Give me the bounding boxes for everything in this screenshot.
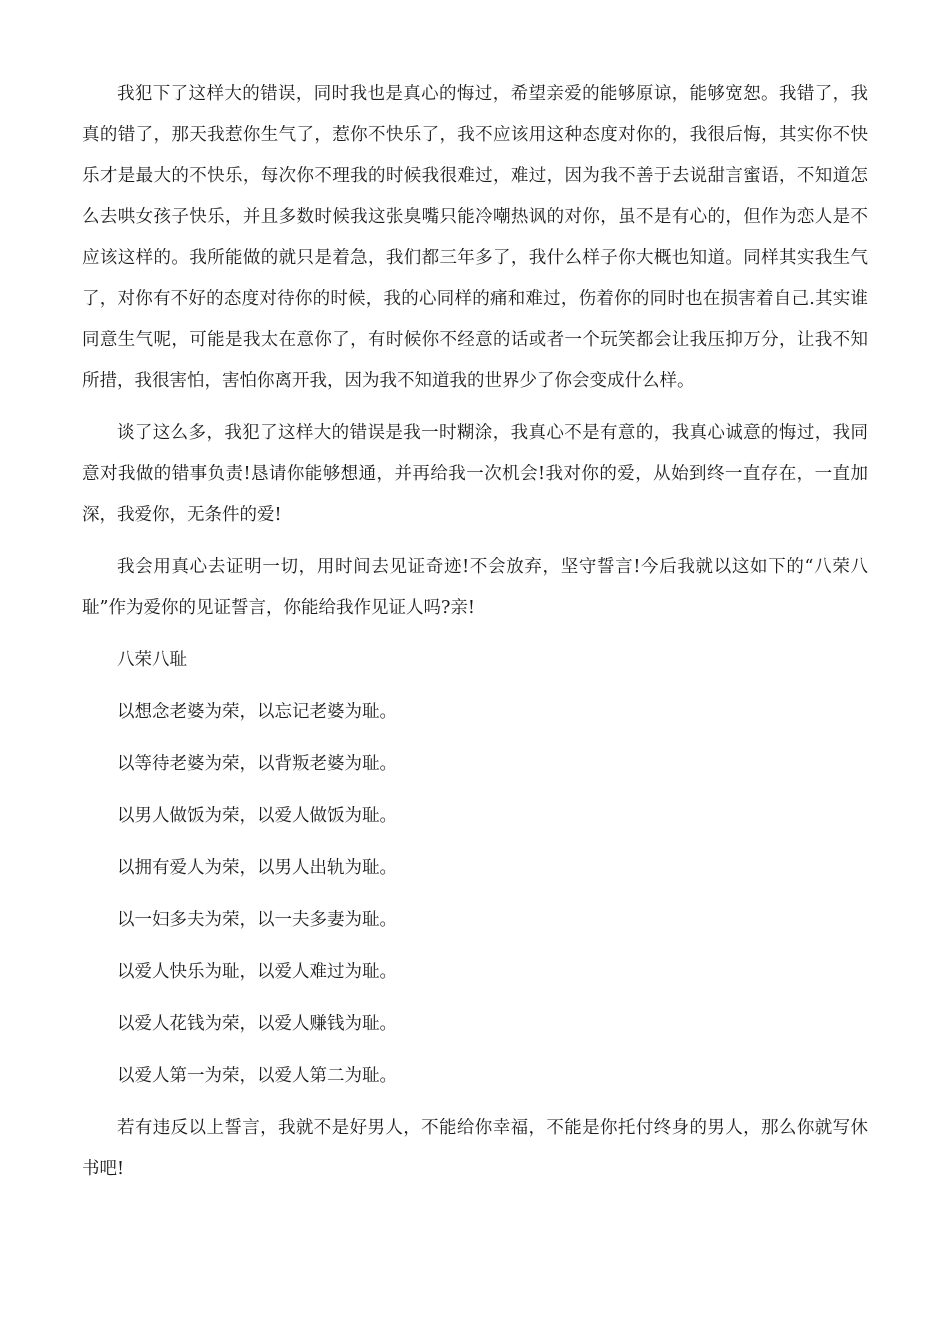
vow-item: 以爱人花钱为荣，以爱人赚钱为耻。	[117, 1014, 397, 1034]
paragraph-closing: 若有违反以上誓言，我就不是好男人，不能给你幸福，不能是你托付终身的男人，那么你就写休书吧!	[82, 1118, 868, 1179]
vow-item: 以男人做饭为荣，以爱人做饭为耻。	[117, 806, 397, 826]
paragraph-apology: 我犯下了这样大的错误，同时我也是真心的悔过，希望亲爱的能够原谅，能够宽恕。我错了，我真的错了，那天我惹你生气了，惹你不快乐了，我不应该用这种态度对你的，我很后悔，其实你不快乐才是最大的不快乐，每次你不理我的时候我很难过，难过，因为我不善于去说甜言蜜语，不知道怎么去哄女孩子快乐，并且多数时候我这张臭嘴只能冷嘲热讽的对你，虽不是有心的，但作为恋人是不应该这样的。我所能做的就只是着急，我们都三年多了，我什么样子你大概也知道。同样其实我生气了，对你有不好的态度对待你的时候，我的心同样的痛和难过，伤着你的同时也在损害着自己.其实谁同意生气呢，可能是我太在意你了，有时候你不经意的话或者一个玩笑都会让我压抑万分，让我不知所措，我很害怕，害怕你离开我，因为我不知道我的世界少了你会变成什么样。	[82, 84, 868, 391]
vow-item: 以一妇多夫为荣，以一夫多妻为耻。	[117, 910, 397, 930]
list-title: 八荣八耻	[117, 650, 187, 670]
paragraph-commitment: 谈了这么多，我犯了这样大的错误是我一时糊涂，我真心不是有意的，我真心诚意的悔过，我同意对我做的错事负责!恳请你能够想通，并再给我一次机会!我对你的爱，从始到终一直存在，一直加深，我爱你，无条件的爱!	[82, 423, 868, 525]
vow-item: 以爱人第一为荣，以爱人第二为耻。	[117, 1066, 397, 1086]
document-body	[82, 74, 868, 1190]
vow-item: 以拥有爱人为荣，以男人出轨为耻。	[117, 858, 397, 878]
vow-item: 以爱人快乐为耻，以爱人难过为耻。	[117, 962, 397, 982]
paragraph-vow-intro: 我会用真心去证明一切，用时间去见证奇迹!不会放弃，坚守誓言!今后我就以这如下的“八荣八耻”作为爱你的见证誓言，你能给我作见证人吗?亲!	[82, 557, 868, 618]
vow-item: 以等待老婆为荣，以背叛老婆为耻。	[117, 754, 397, 774]
vow-item: 以想念老婆为荣，以忘记老婆为耻。	[117, 702, 397, 722]
